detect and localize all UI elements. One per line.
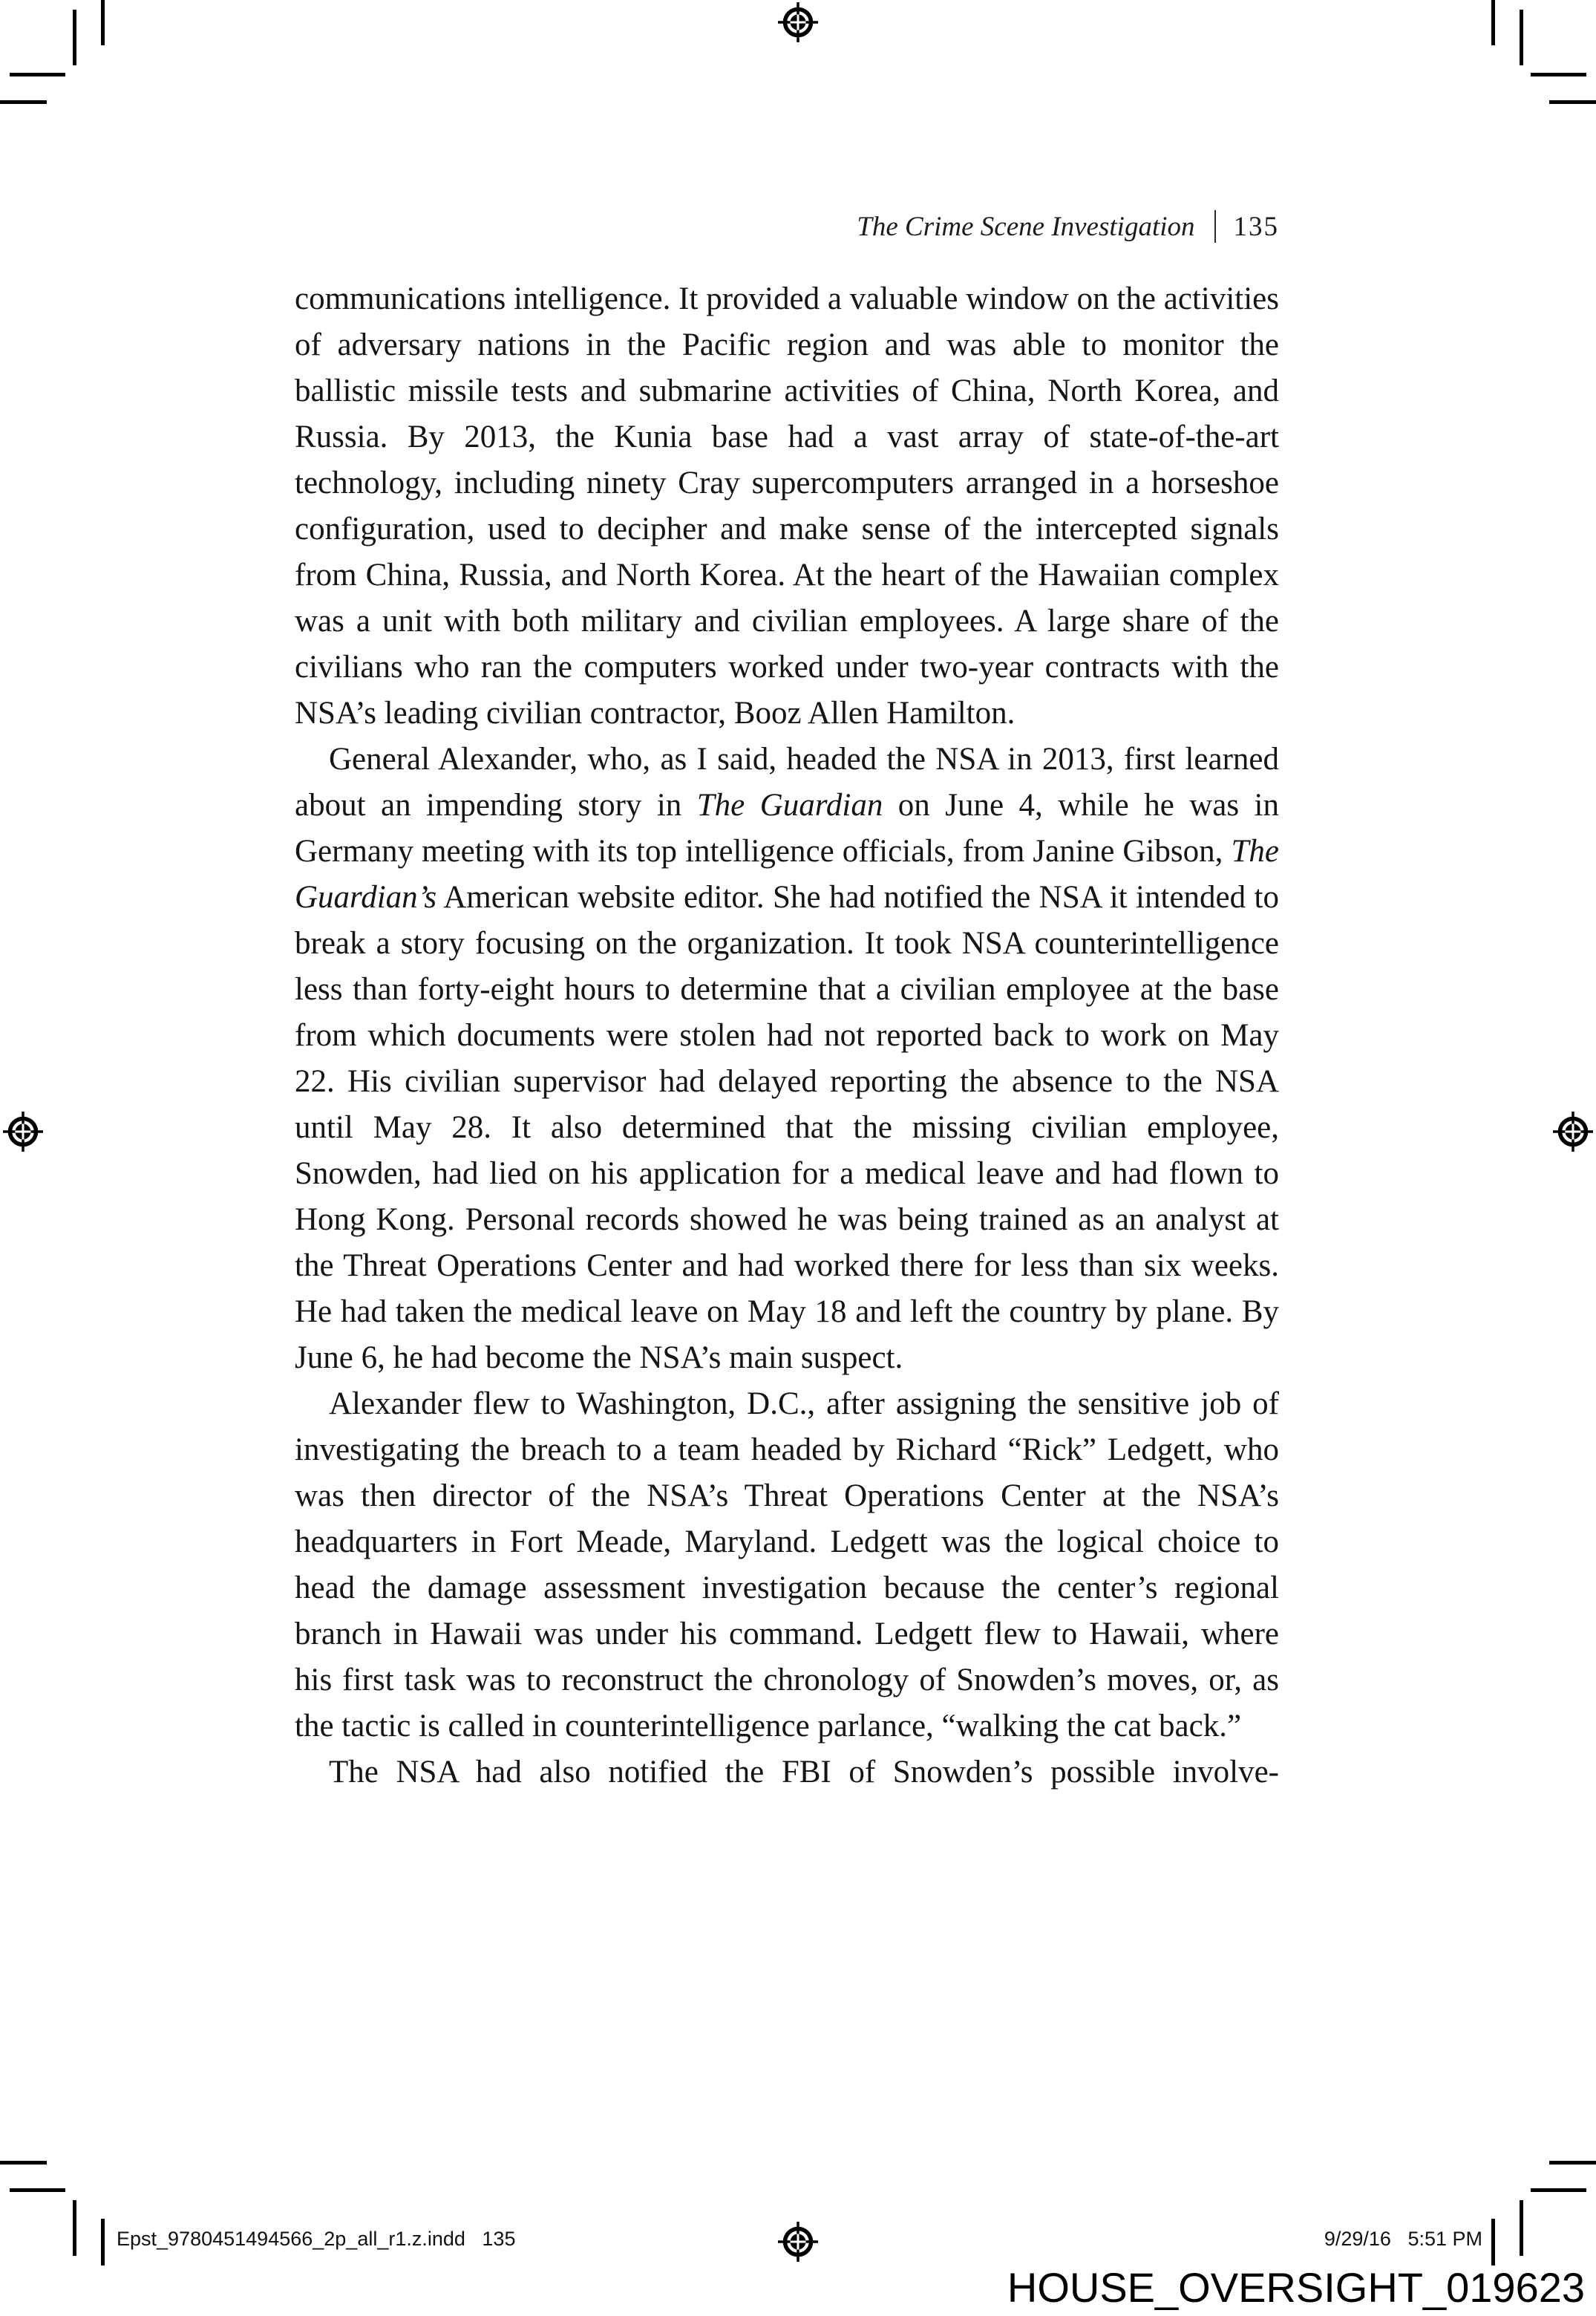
crop-mark — [0, 2161, 47, 2165]
registration-mark-right-icon — [1552, 1111, 1594, 1152]
running-header-title: The Crime Scene Investigation — [857, 212, 1195, 242]
bates-stamp-watermark: HOUSE_OVERSIGHT_019623 — [1007, 2264, 1585, 2311]
footer-timestamp: 9/29/16 5:51 PM — [1324, 2228, 1482, 2250]
text-run: on June 4, while he was in Germany meeting with its top intelligence officials, from Janine Gibson, — [295, 788, 1279, 869]
paragraph — [295, 737, 1279, 1381]
crop-mark — [1549, 2161, 1596, 2165]
crop-mark — [101, 2219, 105, 2266]
header-divider-rule — [1214, 210, 1216, 243]
body-text — [295, 276, 1279, 1795]
crop-mark — [73, 2200, 76, 2256]
crop-mark — [10, 2188, 65, 2192]
text-run: Alexander flew to Washington, D.C., after assigning the sensitive job of investigating the breach to a team headed by Richard “Rick” Ledgett, who was then director of the NSA’s Threat Operations Center at the NSA’s headquarters in Fort Meade, Maryland. Ledgett was the logical choice to head the damage assessment investigation because the center’s regional branch in Hawaii was under his command. Ledgett flew to Hawaii, where his first task was to reconstruct the chronology of Snowden’s moves, or, as the tactic is called in counterintelligence parlance, “walking the cat back.” — [295, 1386, 1279, 1743]
crop-mark — [1520, 10, 1523, 65]
registration-mark-bottom-icon — [777, 2221, 819, 2263]
crop-mark — [1520, 2200, 1523, 2256]
text-run: The NSA had also notified the FBI of Snowden’s possible involve- — [329, 1755, 1279, 1790]
footer-filename: Epst_9780451494566_2p_all_r1.z.indd 135 — [117, 2228, 516, 2250]
text-run: American website editor. She had notified the NSA it intended to break a story focusing on the organization. It took NSA counterintelligence less than forty-eight hours to determine that a civilian employee at the base from which documents were stolen had not reported back to work on May 22. His civilian supervisor had delayed reporting the absence to the NSA until May 28. It also determined that the missing civilian employee, Snowden, had lied on his application for a medical leave and had flown to Hong Kong. Personal records showed he was being trained as an analyst at the Threat Operations Center and had worked there for less than six weeks. He had taken the medical leave on May 18 and left the country by plane. By June 6, he had become the NSA’s main suspect. — [295, 880, 1279, 1375]
registration-mark-left-icon — [2, 1111, 44, 1152]
crop-mark — [10, 73, 65, 76]
crop-mark — [0, 100, 47, 104]
registration-mark-top-icon — [777, 1, 819, 43]
paragraph — [295, 1749, 1279, 1795]
crop-mark — [73, 10, 76, 65]
crop-mark — [1491, 2219, 1495, 2266]
crop-mark — [1491, 0, 1495, 45]
italic-text-run: The Guardian’s — [295, 834, 1279, 915]
crop-mark — [1531, 73, 1586, 76]
italic-text-run: The Guardian — [696, 788, 883, 823]
crop-mark — [1531, 2188, 1586, 2192]
running-header — [295, 210, 1279, 243]
page-number: 135 — [1233, 212, 1279, 242]
paragraph — [295, 1381, 1279, 1749]
text-run: communications intelligence. It provided a valuable window on the activities of adversary nations in the Pacific region and was able to monitor the ballistic missile tests and submarine activities of China, North Korea, and Russia. By 2013, the Kunia base had a vast array of state-of-the-art technology, including ninety Cray supercomputers arranged in a horseshoe configuration, used to decipher and make sense of the intercepted signals from China, Russia, and North Korea. At the heart of the Hawaiian complex was a unit with both military and civilian employees. A large share of the civilians who ran the computers worked under two-year contracts with the NSA’s leading civilian contractor, Booz Allen Hamilton. — [295, 281, 1279, 731]
text-run: General Alexander, who, as I said, headed the NSA in 2013, first learned about an impending story in — [295, 742, 1279, 823]
paragraph — [295, 276, 1279, 737]
crop-mark — [1549, 100, 1596, 104]
crop-mark — [101, 0, 105, 45]
